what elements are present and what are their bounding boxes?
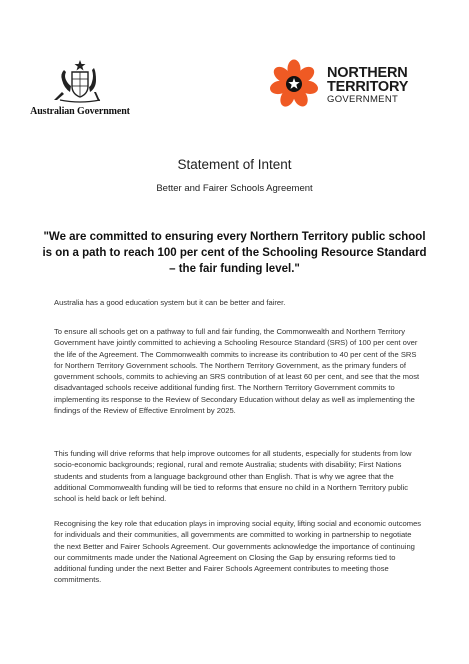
northern-territory-government-logo <box>268 58 428 118</box>
desert-rose-icon <box>268 58 320 110</box>
document-subtitle: Better and Fairer Schools Agreement <box>156 183 313 194</box>
body-paragraph: Australia has a good education system but it can be better and fairer. <box>54 298 286 307</box>
nt-government-wordmark <box>327 66 408 105</box>
nt-wordmark-line3: GOVERNMENT <box>327 94 399 105</box>
document-title: Statement of Intent <box>177 157 292 172</box>
nt-wordmark-line2: TERRITORY <box>327 79 409 95</box>
body-paragraph: To ensure all schools get on a pathway to full and fair funding, the Commonwealth and Northern Territory Government have jointly committed to achieving a Schooling Resource Standard (SRS) of 100 per cent over the life of the Agreement. The Commonwealth commits to increase its contribution to 40 per cent of the SRS for Northern Territory Government schools. The Northern Territory Government, as the primary funders of government schools, commits to achieving an SRS contribution of at least 60 per cent, and see that the most disadvantaged schools receive additional funding first. The Northern Territory Government commits to implementing its response to the Review of Secondary Education without delay as well as implementing the findings of the Review of Effective Enrolment by 2025. <box>54 327 420 416</box>
australian-government-logo <box>20 58 140 117</box>
pull-quote: "We are committed to ensuring every Northern Territory public school is on a path to reach 100 per cent of the Schooling Resource Standard – the fair funding level." <box>42 231 427 275</box>
australian-government-name: Australian Government <box>30 106 130 117</box>
coat-of-arms-icon <box>48 58 112 104</box>
body-paragraph: Recognising the key role that education plays in improving social equity, lifting social and economic outcomes for individuals and their communities, all governments are committed to working in partnership to negotiate the next Better and Fairer Schools Agreement. Our governments acknowledge the importance of continuing our commitments made under the National Agreement on Closing the Gap by ensuring reforms tied to additional funding under the next Better and Fairer Schools Agreement contributes to meeting those commitments. <box>54 519 422 585</box>
body-paragraph: This funding will drive reforms that help improve outcomes for all students, especially for students from low socio-economic backgrounds; regional, rural and remote Australia; students with disability; First Nations students and students from a language background other than English. That is why we agree that the additional Commonwealth funding will be tied to reforms that ensure no child in a Northern Territory public school is held back or left behind. <box>54 449 412 504</box>
nt-wordmark-line1: NORTHERN <box>327 65 408 81</box>
